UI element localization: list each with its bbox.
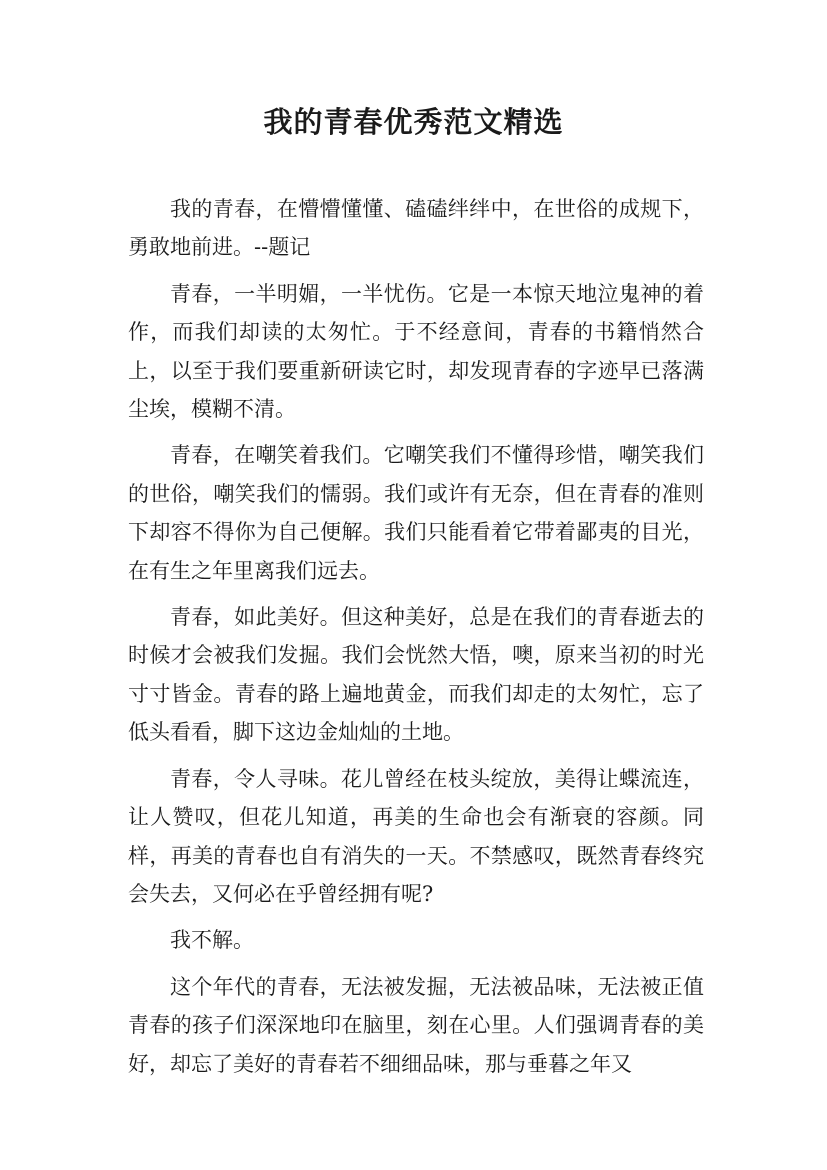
paragraph-6: 这个年代的青春，无法被发掘，无法被品味，无法被正值青春的孩子们深深地印在脑里，刻在心里。人们强调青春的美好，却忘了美好的青春若不细细品味，那与垂暮之年又 [128, 974, 704, 1076]
paragraph-1: 青春，一半明媚，一半忧伤。它是一本惊天地泣鬼神的着作，而我们却读的太匆忙。于不经意间，青春的书籍悄然合上，以至于我们要重新研读它时，却发现青春的字迹早已落满尘埃，模糊不清。 [128, 281, 704, 422]
paragraph-3: 青春，如此美好。但这种美好，总是在我们的青春逝去的时候才会被我们发掘。我们会恍然大悟，噢，原来当初的时光寸寸皆金。青春的路上遍地黄金，而我们却走的太匆忙，忘了低头看看，脚下这边金灿灿的土地。 [128, 605, 704, 745]
paragraph-2: 青春，在嘲笑着我们。它嘲笑我们不懂得珍惜，嘲笑我们的世俗，嘲笑我们的懦弱。我们或许有无奈，但在青春的准则下却容不得你为自己便解。我们只能看着它带着鄙夷的目光，在有生之年里离我们远去。 [128, 443, 704, 583]
paragraph-epigraph: 我的青春，在懵懵懂懂、磕磕绊绊中，在世俗的成规下，勇敢地前进。--题记 [128, 197, 704, 260]
paragraph-5: 我不解。 [170, 928, 254, 953]
paragraph-4: 青春，令人寻味。花儿曾经在枝头绽放，美得让蝶流连，让人赞叹，但花儿知道，再美的生命也会有渐衰的容颜。同样，再美的青春也自有消失的一天。不禁感叹，既然青春终究会失去，又何必在乎曾经拥有呢? [128, 766, 704, 906]
document-title: 我的青春优秀范文精选 [263, 105, 564, 139]
document-body [128, 190, 704, 1091]
